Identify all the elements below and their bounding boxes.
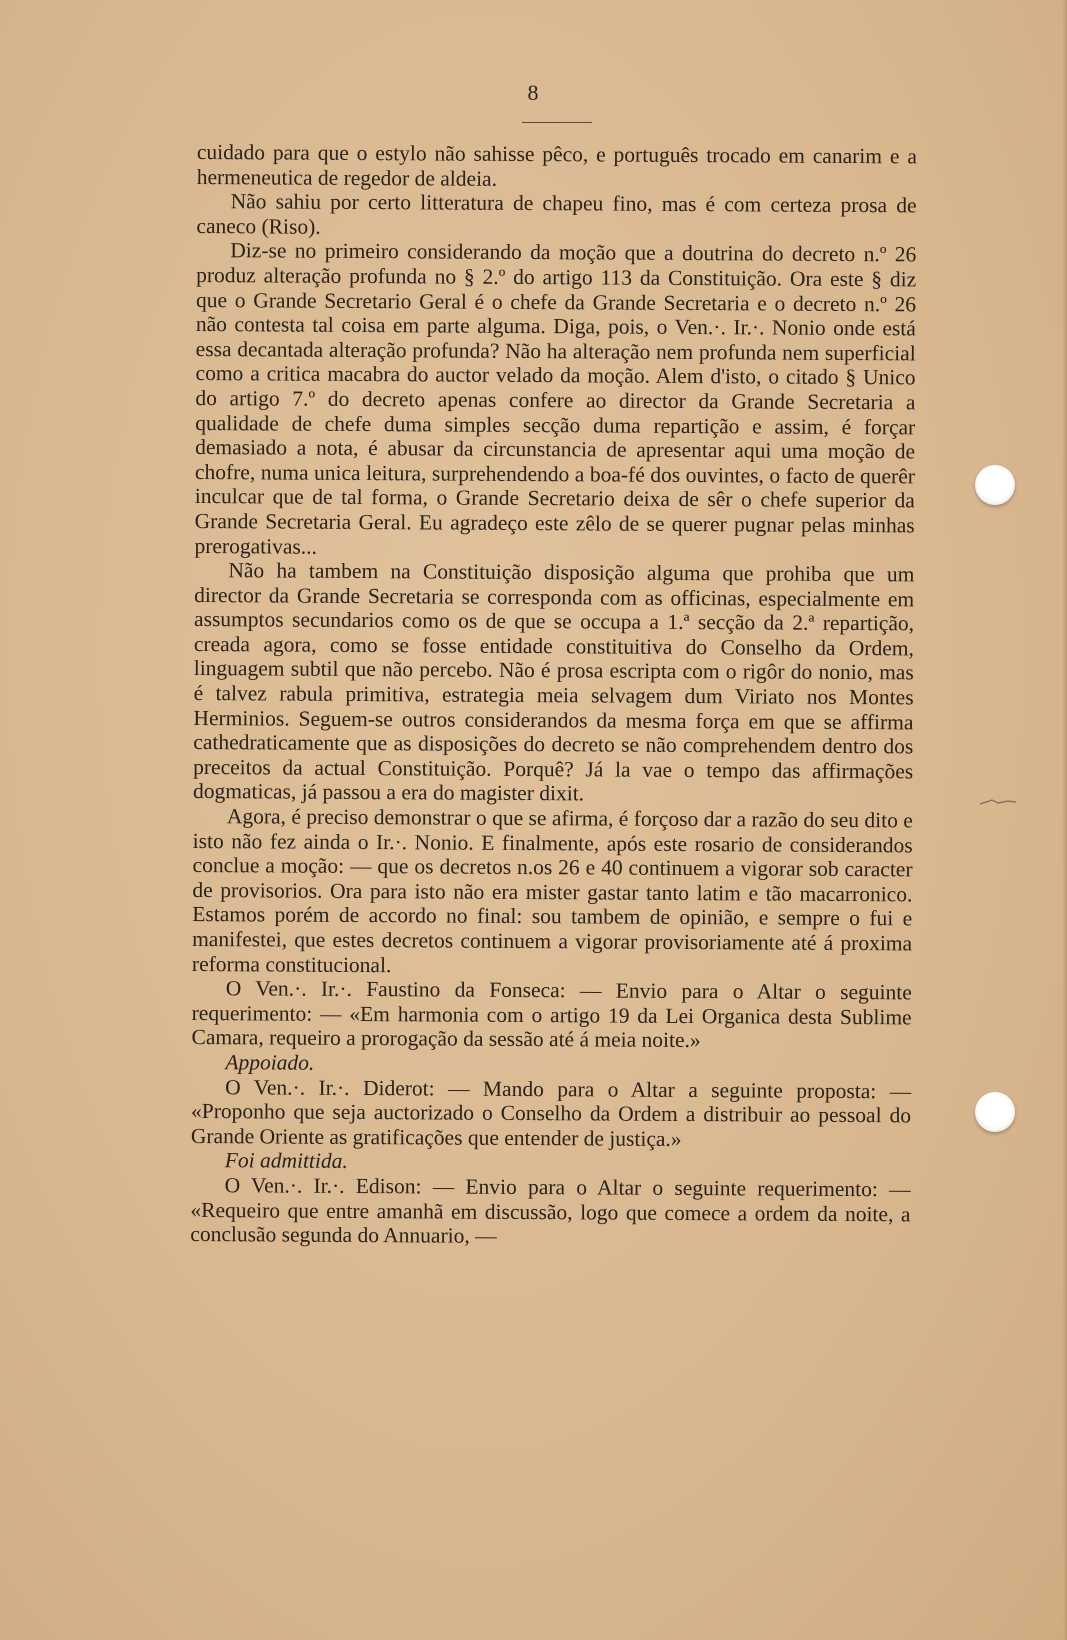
paragraph-5: Agora, é preciso demonstrar o que se afirma, é forçoso dar a razão do seu dito e isto não fez ainda o Ir.·. Nonio. E finalmente, após este rosario de considerandos conclue a moção: — que os decretos n.os 26 e 40 continuem a vigorar sob caracter de provisorios. Ora para isto não era mister gastar tanto latim e tão macarronico. Estamos porém de accordo no final: sou tambem de opinião, e sempre o fui e manifestei, que estes decretos continuem a vigorar provisoriamente até á proxima reforma constitucional. (191, 804, 913, 977)
binder-hole-icon (975, 465, 1015, 505)
binder-hole-icon (975, 1092, 1015, 1132)
page-number: 8 (527, 80, 540, 105)
paragraph-10-edison: O Ven.·. Ir.·. Edison: — Envio para o Altar o seguinte requerimento: — «Requeiro que entre amanhã em discussão, logo que comece a ordem da noite, a conclusão segunda do Annuario, — (190, 1173, 911, 1248)
body-text (190, 140, 917, 1251)
page-edge (1063, 0, 1067, 1640)
paragraph-9-admittida: Foi admittida. (224, 1148, 348, 1174)
paragraph-3: Diz-se no primeiro considerando da moção que a doutrina do decreto n.º 26 produz alteração profunda no § 2.º do artigo 113 da Constituição. Ora este § diz que o Grande Secretario Geral é o chefe da Grande Secretaria e o decreto n.º 26 não contesta tal coisa em parte alguma. Diga, pois, o Ven.·. Ir.·. Nonio onde está essa decantada alteração profunda? Não ha alteração nem profunda nem superficial como a critica macabra do auctor velado da moção. Alem d'isto, o citado § Unico do artigo 7.º do decreto apenas confere ao director da Grande Secretaria a qualidade de chefe duma simples secção duma repartição e assim, é forçar demasiado a nota, é abusar da circunstancia de apresentar aqui uma moção de chofre, numa unica leitura, surprehendendo a boa-fé dos ouvintes, o facto de querêr inculcar que de tal forma, o Grande Secretario deixa de sêr o chefe superior da Grande Secretaria Geral. Eu agradeço este zêlo de se querer pugnar pelas minhas prerogativas... (194, 238, 917, 559)
margin-pencil-mark-icon (978, 798, 1018, 806)
header-rule (522, 122, 592, 123)
paragraph-6-faustino: O Ven.·. Ir.·. Faustino da Fonseca: — Envio para o Altar o seguinte requerimento: — «Em harmonia com o artigo 19 da Lei Organica desta Sublime Camara, requeiro a prorogação da sessão até á meia noite.» (191, 976, 912, 1053)
paragraph-4: Não ha tambem na Constituição disposição alguma que prohiba que um director da Grande Secretaria se corresponda com as officinas, especialmente em assumptos secundarios como os de que se occupa a 1.ª secção da 2.ª repartição, creada agora, como se fosse entidade constituitiva do Conselho da Ordem, linguagem subtil que não percebo. Não é prosa escripta com o rigôr do nonio, mas é talvez rabula primitiva, estrategia meia selvagem dum Viriato nos Montes Herminios. Seguem-se outros considerandos da mesma força em que se affirma cathedraticamente que as disposições do decreto se não comprehendem dentro dos preceitos da actual Constituição. Porquê? Já la vae o tempo das affirmações dogmaticas, já passou a era do magister dixit. (192, 558, 915, 806)
paragraph-2: Não sahiu por certo litteratura de chapeu fino, mas é com certeza prosa de caneco (Riso). (196, 189, 917, 239)
paragraph-7-appoiado: Appoiado. (225, 1050, 315, 1075)
paragraph-8-diderot: O Ven.·. Ir.·. Diderot: — Mando para o Altar a seguinte proposta: — «Proponho que seja auctorizado o Conselho da Ordem a distribuir ao pessoal do Grande Oriente as gratificações que entender de justiça.» (190, 1074, 912, 1151)
paragraph-1: cuidado para que o estylo não sahisse pêco, e português trocado em canarim e a hermeneutica de regedor de aldeia. (196, 140, 917, 191)
